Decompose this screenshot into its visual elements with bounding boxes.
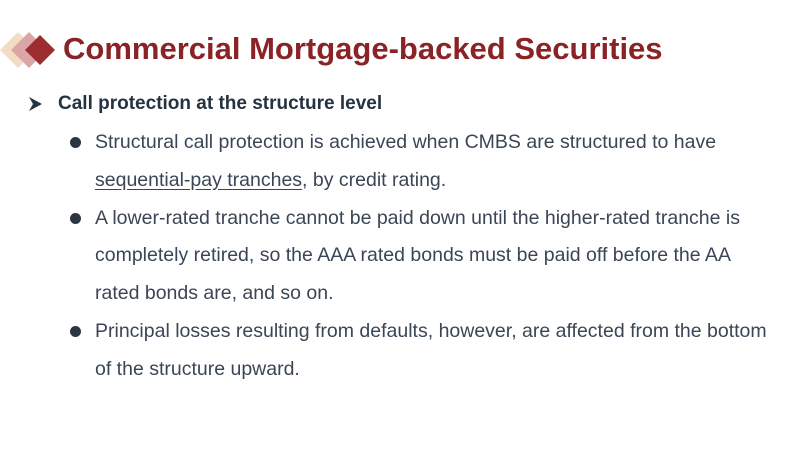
bullet-text-continued: , by credit rating. (302, 168, 447, 191)
bullet-text: Structural call protection is achieved when CMBS are structured to have (95, 131, 717, 153)
arrowhead-bullet-icon (27, 92, 47, 116)
sequential-pay-tranches-link[interactable]: sequential-pay tranches (95, 168, 303, 191)
bullet-text: A lower-rated tranche cannot be paid down until the higher-rated tranche is completely retired, so the AAA rated bonds must be paid off before the AA rated bonds are, and so on. (95, 206, 740, 305)
list-item (70, 124, 770, 200)
bullet-dot-icon (70, 137, 81, 148)
bullet-dot-icon (70, 326, 81, 337)
bullet-dot-icon (70, 213, 81, 224)
bullet-list (70, 124, 770, 389)
heading-bullet (27, 92, 382, 116)
section-heading: Call protection at the structure level (58, 93, 383, 114)
slide-title: Commercial Mortgage-backed Securities (63, 31, 663, 66)
bullet-text: Principal losses resulting from defaults, however, are affected from the bottom of the structure upward. (95, 319, 767, 380)
list-item (70, 313, 770, 389)
diamond-logo (0, 30, 62, 70)
list-item (70, 200, 770, 313)
